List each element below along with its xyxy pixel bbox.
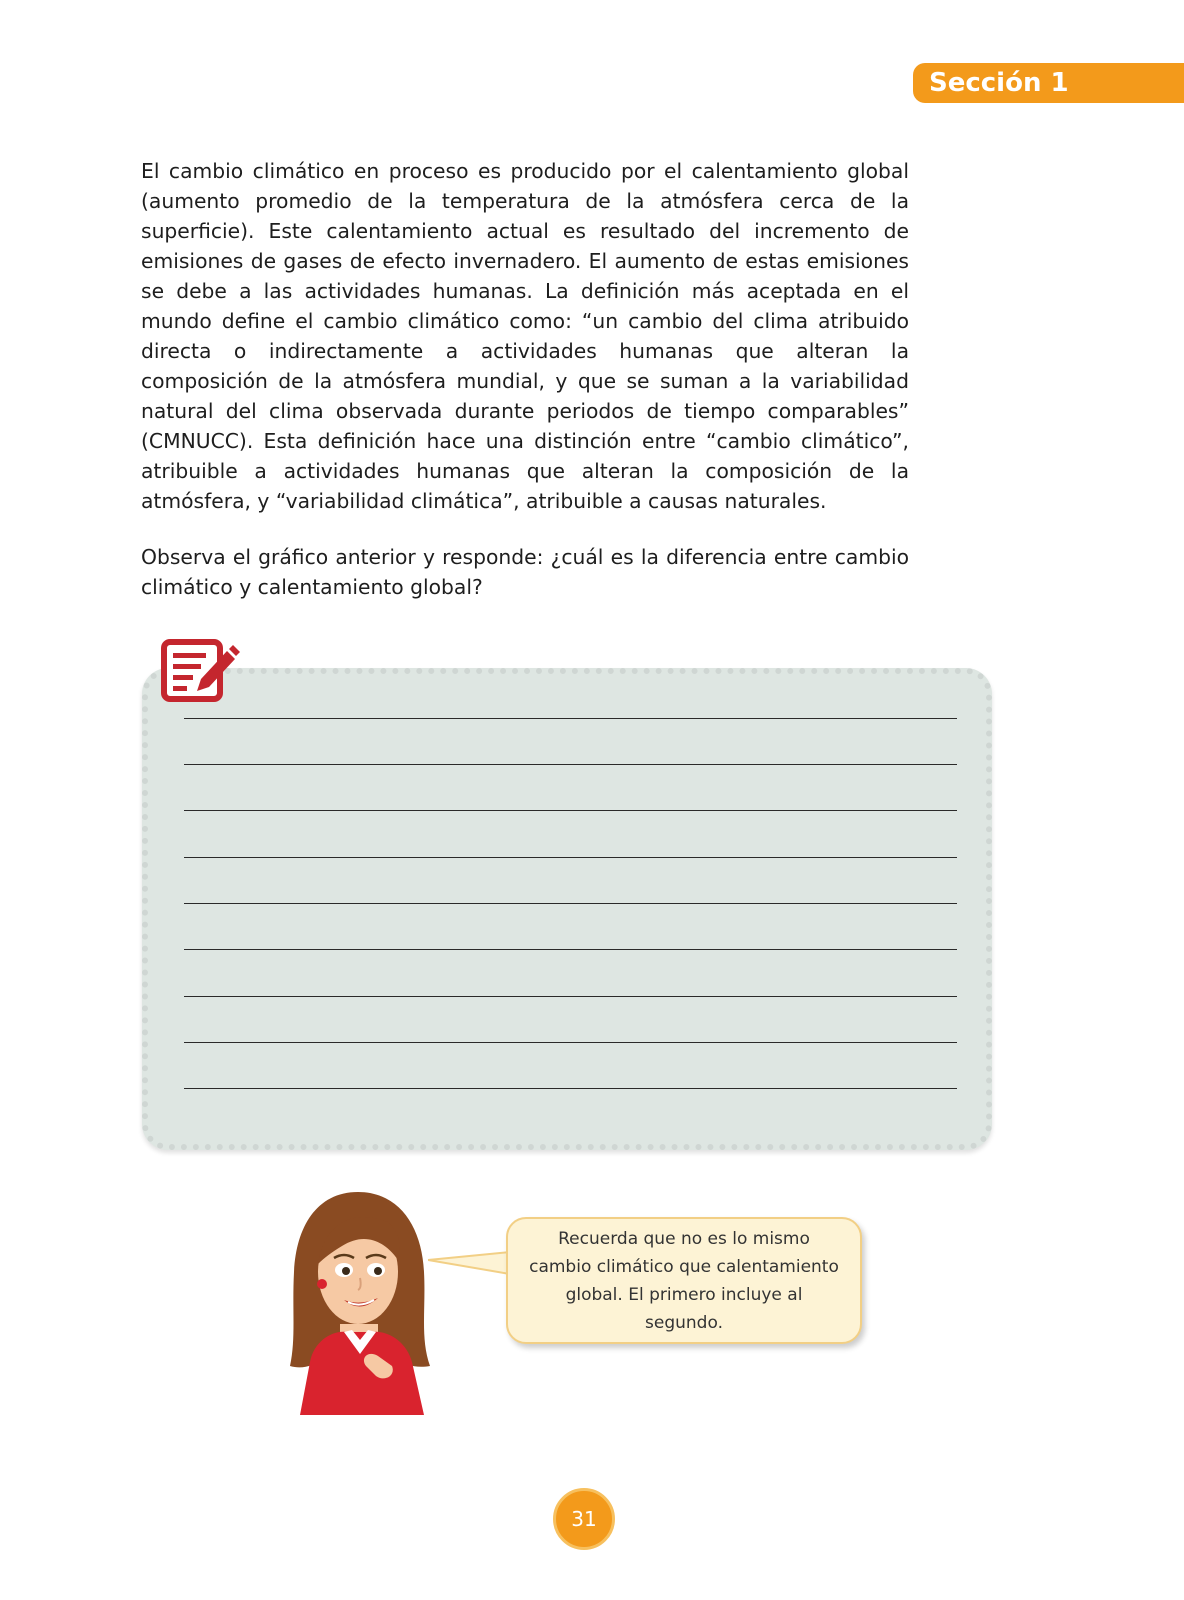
- answer-box[interactable]: [142, 668, 992, 1150]
- writing-line[interactable]: [184, 1088, 957, 1089]
- speech-bubble-tail: [428, 1250, 512, 1280]
- question-prompt: Observa el gráfico anterior y responde: ¿cuál es la diferencia entre cambio climático y calentamiento global?: [141, 545, 909, 599]
- section-label: Sección 1: [929, 68, 1069, 98]
- writing-line[interactable]: [184, 810, 957, 811]
- writing-line[interactable]: [184, 949, 957, 950]
- writing-line[interactable]: [184, 764, 957, 765]
- writing-line[interactable]: [184, 996, 957, 997]
- section-tab: [913, 63, 1184, 103]
- edit-note-icon: [161, 639, 241, 703]
- page-number-label: 31: [571, 1507, 597, 1531]
- writing-line[interactable]: [184, 903, 957, 904]
- speech-bubble: [506, 1217, 862, 1344]
- body-paragraph: El cambio climático en proceso es producido por el calentamiento global (aumento promedio de la temperatura de la atmósfera cerca de la superficie). Este calentamiento actual es resultado del incremento de emisiones de gases de efecto invernadero. El aumento de estas emisiones se debe a las actividades humanas. La definición más aceptada en el mundo define el cambio climático como: “un cambio del clima atribuido directa o indirectamente a actividades humanas que alteran la composición de la atmósfera mundial, y que se suman a la variabilidad natural del clima observada durante periodos de tiempo comparables” (CMNUCC). Esta definición hace una distinción entre “cambio climático”, atribuible a actividades humanas que alteran la composición de la atmósfera, y “variabilidad climática”, atribuible a causas naturales.: [141, 159, 909, 513]
- writing-line[interactable]: [184, 857, 957, 858]
- tip-text: Recuerda que no es lo mismo cambio climático que calentamiento global. El primero incluye al segundo.: [529, 1228, 839, 1333]
- page-number: [553, 1488, 615, 1550]
- writing-line[interactable]: [184, 718, 957, 719]
- writing-line[interactable]: [184, 1042, 957, 1043]
- girl-character: [288, 1190, 438, 1415]
